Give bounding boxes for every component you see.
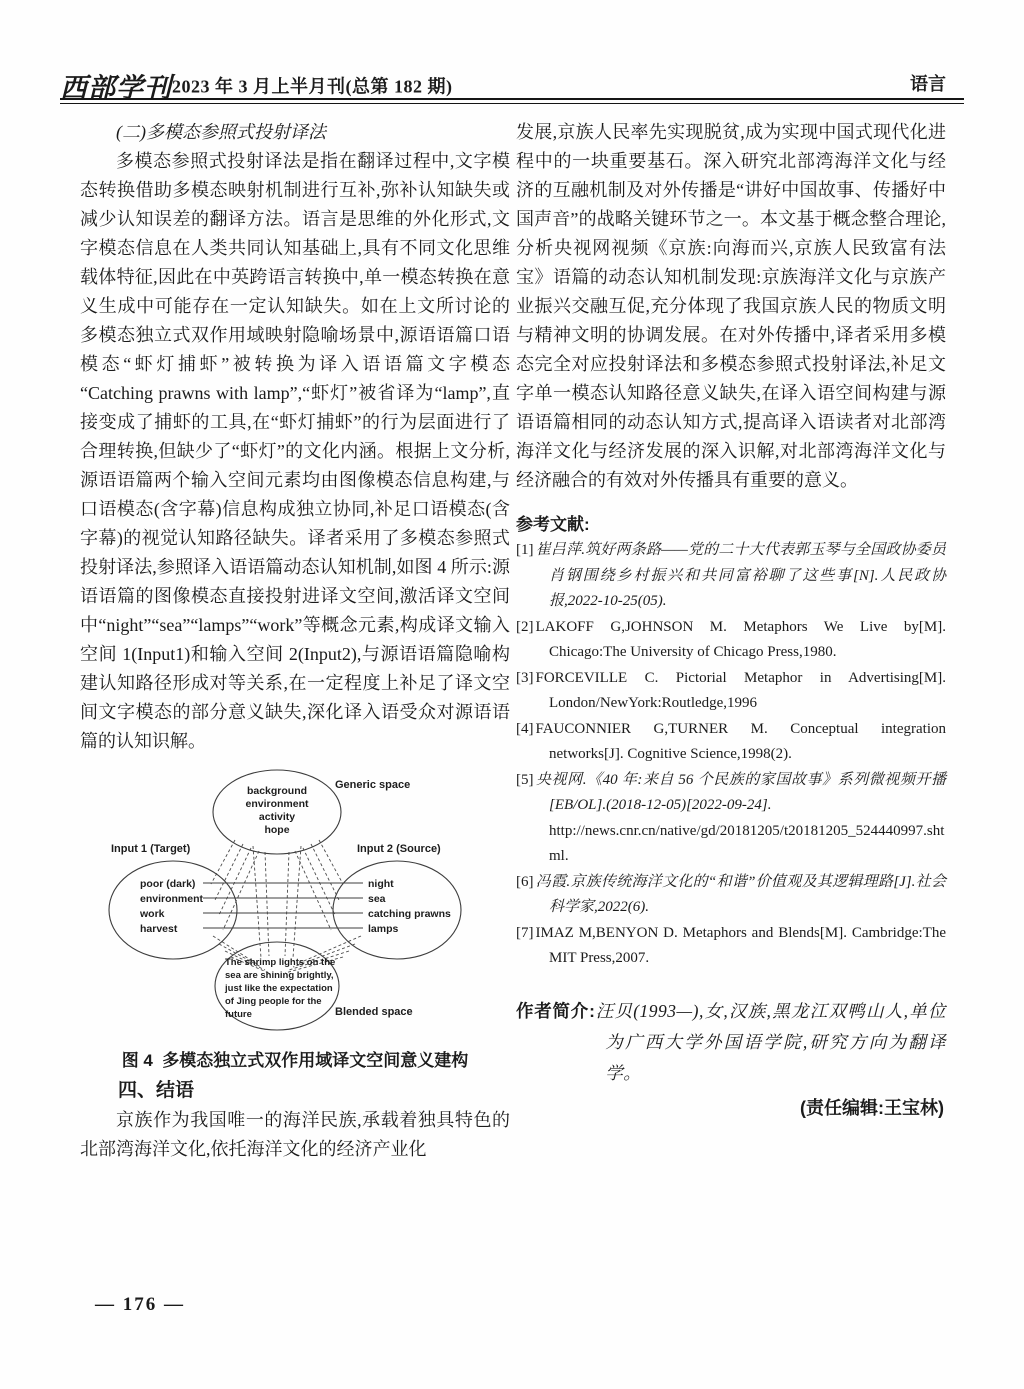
generic-space-item: environment bbox=[245, 798, 309, 810]
input2-label: Input 2 (Source) bbox=[357, 843, 441, 855]
reference-text: 冯霞.京族传统海洋文化的“和谐”价值观及其逻辑理路[J].社会科学家,2022(6). bbox=[535, 873, 946, 915]
reference-item bbox=[516, 615, 946, 666]
blended-space-line: future bbox=[225, 1009, 252, 1020]
page-number: — 176 — bbox=[95, 1294, 185, 1315]
reference-item bbox=[516, 768, 946, 870]
reference-item bbox=[516, 666, 946, 717]
reference-item bbox=[516, 538, 946, 615]
reference-number: [2] bbox=[516, 618, 534, 635]
reference-number: [7] bbox=[516, 924, 534, 941]
input1-item: poor (dark) bbox=[140, 878, 196, 890]
reference-text: FORCEVILLE C. Pictorial Metaphor in Advertising[M]. London/NewYork:Routledge,1996 bbox=[535, 669, 946, 711]
body-paragraph-1: 多模态参照式投射译法是指在翻译过程中,文字模态转换借助多模态映射机制进行互补,弥补认知缺失或减少认知误差的翻译方法。语言是思维的外化形式,文字模态信息在人类共同认知基础上,具有不同文化思维载体特征,因此在中英跨语言转换中,单一模态转换在意义生成中可能存在一定认知缺失。如在上文所讨论的多模态独立式双作用域映射隐喻场景中,源语语篇口语模态“虾灯捕虾”被转换为译入语语篇文字模态“Catching prawns with lamp”,“虾灯”被省译为“lamp”,直接变成了捕虾的工具,在“虾灯捕虾”的行为层面进行了合理转换,但缺少了“虾灯”的文化内涵。根据上文分析,源语语篇两个输入空间元素均由图像模态信息构建,与口语模态(含字幕)信息构成独立协同,补足口语模态(含字幕)的视觉认知路径缺失。译者采用了多模态参照式投射译法,参照译入语语篇动态认知机制,如图 4 所示:源语语篇的图像模态直接投射进译文空间,激活译文空间中“night”“sea”“lamps”“work”等概念元素,构成译文输入空间 1(Input1)和输入空间 2(Input2),与源语语篇隐喻构建认知路径形成对等关系,在一定程度上补足了译文空间文字模态的部分意义缺失,深化译入语受众对源语语篇的认知识解。 bbox=[80, 151, 510, 751]
input1-item: work bbox=[140, 908, 165, 920]
reference-number: [3] bbox=[516, 669, 534, 686]
generic-space-item: hope bbox=[264, 824, 290, 836]
reference-number: [5] bbox=[516, 771, 534, 788]
author-bio bbox=[516, 996, 946, 1089]
right-column bbox=[516, 118, 946, 1123]
generic-space-item: activity bbox=[258, 811, 296, 823]
body-paragraph-2-right: 发展,京族人民率先实现脱贫,成为实现中国式现代化进程中的一块重要基石。深入研究北部湾海洋文化与经济的互融机制及对外传播是“讲好中国故事、传播好中国声音”的战略关键环节之一。本文基于概念整合理论,分析央视网视频《京族:向海而兴,京族人民致富有法宝》语篇的动态认知机制发现:京族海洋文化与京族产业振兴交融互促,充分体现了我国京族人民的物质文明与精神文明的协调发展。在对外传播中,译者采用多模态完全对应投射译法和多模态参照式投射译法,补足文字单一模态认知路径意义缺失,在译入语空间构建与源语语篇相同的动态认知方式,提高译入语读者对北部湾海洋文化与经济发展的深入识解,对北部湾海洋文化与经济融合的有效对外传播具有重要的意义。 bbox=[516, 122, 946, 490]
generic-space-label: Generic space bbox=[335, 779, 411, 791]
header-divider bbox=[60, 98, 964, 104]
reference-url: http://news.cnr.cn/native/gd/20181205/t20181205_524440997.shtml. bbox=[549, 822, 945, 864]
reference-text: 央视网.《40 年:来自 56 个民族的家国故事》系列微视频开播[EB/OL].(2018-12-05)[2022-09-24]. bbox=[535, 771, 946, 813]
left-column bbox=[80, 118, 510, 1164]
blended-space-line: The shrimp lights on the bbox=[225, 957, 336, 968]
subsection-heading: (二)多模态参照式投射译法 bbox=[116, 122, 326, 142]
body-paragraph-2-left: 京族作为我国唯一的海洋民族,承载着独具特色的北部湾海洋文化,依托海洋文化的经济产业化 bbox=[80, 1110, 510, 1159]
reference-text: LAKOFF G,JOHNSON M. Metaphors We Live by[M]. Chicago:The University of Chicago Press,1980. bbox=[535, 618, 946, 660]
reference-item bbox=[516, 921, 946, 972]
responsible-editor: (责任编辑:王宝林) bbox=[800, 1097, 944, 1118]
reference-number: [6] bbox=[516, 873, 534, 890]
generic-space-item: background bbox=[246, 785, 308, 797]
input1-label: Input 1 (Target) bbox=[111, 843, 191, 855]
input2-item: night bbox=[368, 878, 394, 890]
conceptual-integration-diagram bbox=[85, 764, 505, 1036]
reference-number: [1] bbox=[516, 542, 534, 558]
input2-item: lamps bbox=[368, 923, 399, 935]
author-bio-label: 作者简介: bbox=[516, 1000, 595, 1021]
reference-item bbox=[516, 717, 946, 768]
blended-space-line: sea are shining brightly, bbox=[225, 970, 334, 981]
page-header bbox=[60, 66, 964, 104]
blended-space-line: of Jing people for the bbox=[225, 996, 322, 1007]
input2-item: sea bbox=[368, 893, 386, 905]
reference-item bbox=[516, 870, 946, 921]
blended-space-label: Blended space bbox=[335, 1006, 413, 1018]
journal-logo: 西部学刊 bbox=[60, 73, 172, 104]
dashed-mapping-lines bbox=[211, 840, 361, 973]
references-heading: 参考文献: bbox=[516, 515, 590, 534]
figure-4 bbox=[85, 764, 505, 1045]
section-label: 语言 bbox=[910, 74, 946, 94]
input1-item: environment bbox=[140, 893, 204, 905]
conclusion-heading: 四、结语 bbox=[118, 1080, 195, 1101]
blended-space-line: just like the expectation bbox=[225, 983, 333, 994]
figure-caption: 图 4 多模态独立式双作用域译文空间意义建构 bbox=[121, 1051, 469, 1070]
reference-text: FAUCONNIER G,TURNER M. Conceptual integration networks[J]. Cognitive Science,1998(2). bbox=[535, 720, 946, 762]
issue-info: 2023 年 3 月上半月刊(总第 182 期) bbox=[172, 76, 453, 97]
input1-item: harvest bbox=[140, 923, 178, 935]
reference-text: IMAZ M,BENYON D. Metaphors and Blends[M]. Cambridge:The MIT Press,2007. bbox=[535, 924, 946, 966]
input1-ellipse bbox=[109, 861, 237, 959]
author-bio-text: 汪贝(1993—),女,汉族,黑龙江双鸭山人,单位为广西大学外国语学院,研究方向为翻译学。 bbox=[594, 1000, 947, 1083]
input2-item: catching prawns bbox=[368, 908, 451, 920]
reference-number: [4] bbox=[516, 720, 534, 737]
reference-text: 崔吕萍.筑好两条路——党的二十大代表郭玉琴与全国政协委员肖钢围绕乡村振兴和共同富裕聊了这些事[N].人民政协报,2022-10-25(05). bbox=[535, 542, 946, 609]
